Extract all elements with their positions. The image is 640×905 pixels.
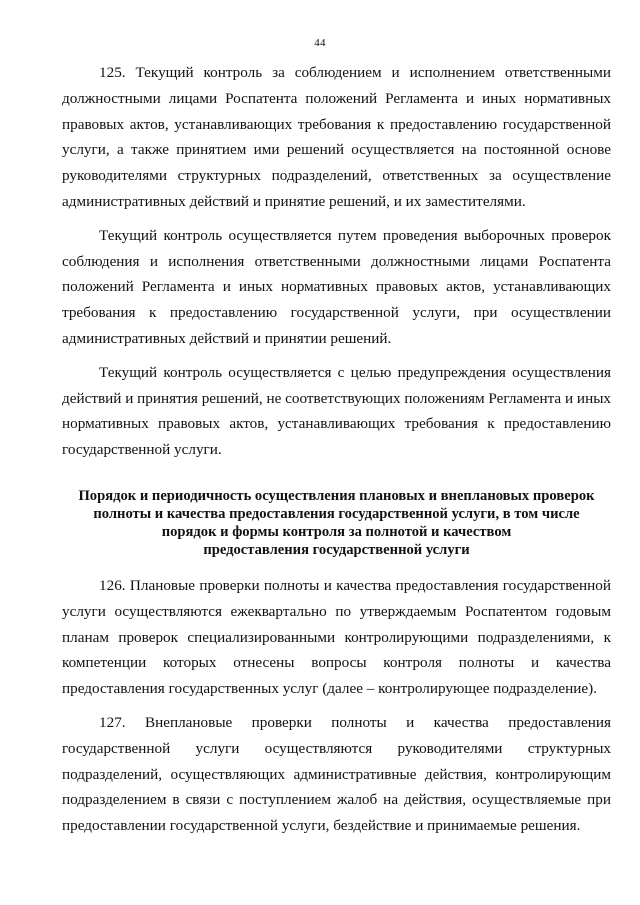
section-heading-line: Порядок и периодичность осуществления плановых и внеплановых проверок [78, 487, 595, 504]
page-number: 44 [314, 37, 326, 49]
section-heading [62, 487, 611, 559]
paragraph-127: 127. Внеплановые проверки полноты и качества предоставления государственной услуги осуществляются руководителями структурных подразделений, осуществляющих административные действия, контролирующим подразделением в связи с поступлением жалоб на действия, осуществляемые при предоставлении государственной услуги, бездействие и принимаемые решения. [62, 713, 611, 835]
section-heading-line: порядок и формы контроля за полнотой и качеством [161, 523, 512, 540]
section-heading-line: полноты и качества предоставления государственной услуги, в том числе [93, 505, 580, 522]
paragraph-current-control-purpose: Текущий контроль осуществляется с целью предупреждения осуществления действий и принятия решений, не соответствующих положениям Регламента и иных нормативных правовых актов, устанавливающих требования к предоставлению государственной услуги. [62, 363, 611, 459]
paragraph-current-control-method: Текущий контроль осуществляется путем проведения выборочных проверок соблюдения и исполнения ответственными должностными лицами Роспатента положений Регламента и иных нормативных правовых актов, устанавливающих требования к предоставлению государственной услуги, при осуществлении административных действий и принятии решений. [62, 226, 611, 347]
paragraph-125: 125. Текущий контроль за соблюдением и исполнением ответственными должностными лицами Роспатента положений Регламента и иных нормативных правовых актов, устанавливающих требования к предоставлению государственной услуги, а также принятием ими решений осуществляется на постоянной основе руководителями структурных подразделений, ответственных за осуществление административных действий и принятие решений, и их заместителями. [62, 64, 611, 210]
section-heading-line: предоставления государственной услуги [203, 541, 470, 558]
document-body [62, 60, 611, 847]
paragraph-126: 126. Плановые проверки полноты и качества предоставления государственной услуги осуществляются ежеквартально по утверждаемым Роспатентом годовым планам проверок специализированными контролирующими подразделениями, к компетенции которых отнесены вопросы контроля полноты и качества предоставления государственных услуг (далее – контролирующее подразделение). [62, 576, 611, 698]
